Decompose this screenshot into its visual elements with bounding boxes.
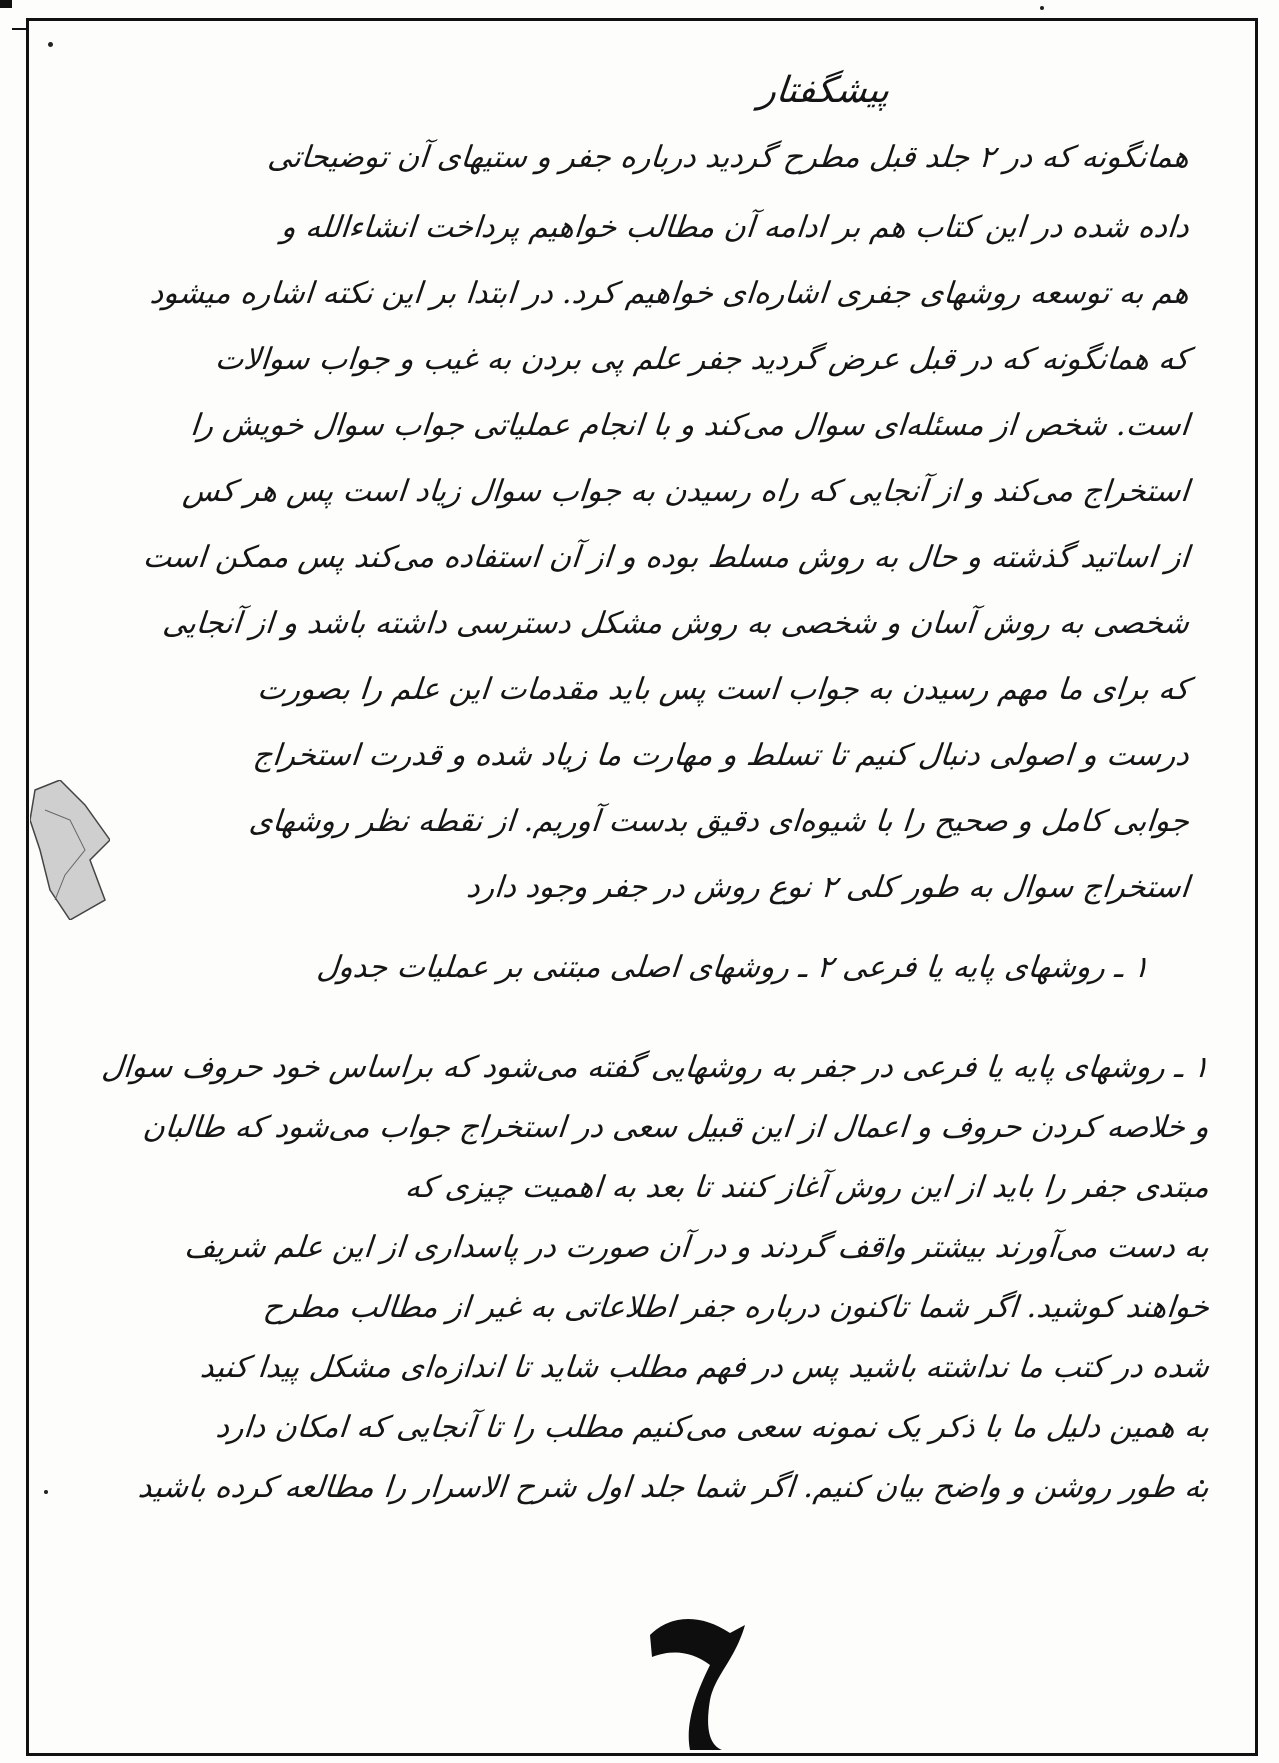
page-heading: پیشگفتار (756, 70, 892, 111)
ink-speck (48, 42, 53, 47)
paragraph-line: مبتدی جفر را باید از این روش آغاز کنند تا بعد به اهمیت چیزی که (403, 1170, 1211, 1205)
paragraph-line: ۱ ـ روشهای پایه یا فرعی در جفر به روشهایی گفته می‌شود که براساس خود حروف سوال (100, 1050, 1211, 1085)
paragraph-line: به دست می‌آورند بیشتر واقف گردند و در آن صورت در پاسداری از این علم شریف (183, 1230, 1211, 1265)
paragraph-line: است. شخص از مسئله‌ای سوال می‌کند و با انجام عملیاتی جواب سوال خویش را (189, 408, 1191, 443)
paragraph-line: استخراج سوال به طور کلی ۲ نوع روش در جفر وجود دارد (465, 870, 1191, 905)
paragraph-line: هم به توسعه روشهای جفری اشاره‌ای خواهیم کرد. در ابتدا بر این نکته اشاره میشود (148, 276, 1191, 311)
paragraph-line: و خلاصه کردن حروف و اعمال از این قبیل سعی در استخراج جواب می‌شود که طالبان (141, 1110, 1211, 1145)
ink-speck (1040, 6, 1044, 10)
paragraph-line: خواهند کوشید. اگر شما تاکنون درباره جفر اطلاعاتی به غیر از مطالب مطرح (261, 1290, 1211, 1325)
paragraph-line: که برای ما مهم رسیدن به جواب است پس باید مقدمات این علم را بصورت (256, 672, 1191, 707)
paragraph-line: شده در کتب ما نداشته باشید پس در فهم مطلب شاید تا اندازه‌ای مشکل پیدا کنید (198, 1350, 1211, 1385)
page-number (640, 1605, 760, 1755)
paragraph-line: از اساتید گذشته و حال به روش مسلط بوده و از آن استفاده می‌کند پس ممکن است (141, 540, 1191, 575)
ink-speck (44, 1490, 48, 1494)
paragraph-line: جوابی کامل و صحیح را با شیوه‌ای دقیق بدست آوریم. از نقطه نظر روشهای (247, 804, 1191, 839)
paragraph-line: به همین دلیل ما با ذکر یک نمونه سعی می‌کنیم مطلب را تا آنجایی که امکان دارد (214, 1410, 1211, 1445)
paragraph-line: همانگونه که در ۲ جلد قبل مطرح گردید درباره جفر و ستیهای آن توضیحاتی (266, 140, 1191, 175)
paragraph-line: شخصی به روش آسان و شخصی به روش مشکل دسترسی داشته باشد و از آنجایی (161, 606, 1191, 641)
paragraph-line: داده شده در این کتاب هم بر ادامه آن مطالب خواهیم پرداخت انشاءالله و (279, 210, 1191, 245)
numbered-list-line: ۱ ـ روشهای پایه یا فرعی ۲ ـ روشهای اصلی مبتنی بر عملیات جدول (315, 950, 1151, 985)
page-number-text: ۶ (640, 1605, 641, 1606)
scan-corner-mark (0, 0, 12, 8)
paragraph-line: درست و اصولی دنبال کنیم تا تسلط و مهارت ما زیاد شده و قدرت استخراج (251, 738, 1191, 773)
paragraph-line: استخراج می‌کند و از آنجایی که راه رسیدن به جواب سوال زیاد است پس هر کس (181, 474, 1191, 509)
paragraph-line: به طور روشن و واضح بیان کنیم. اگر شما جلد اول شرح الاسرار را مطالعه کرده باشید (136, 1470, 1211, 1505)
paragraph-line: که همانگونه که در قبل عرض گردید جفر علم پی بردن به غیب و جواب سوالات (213, 342, 1191, 377)
